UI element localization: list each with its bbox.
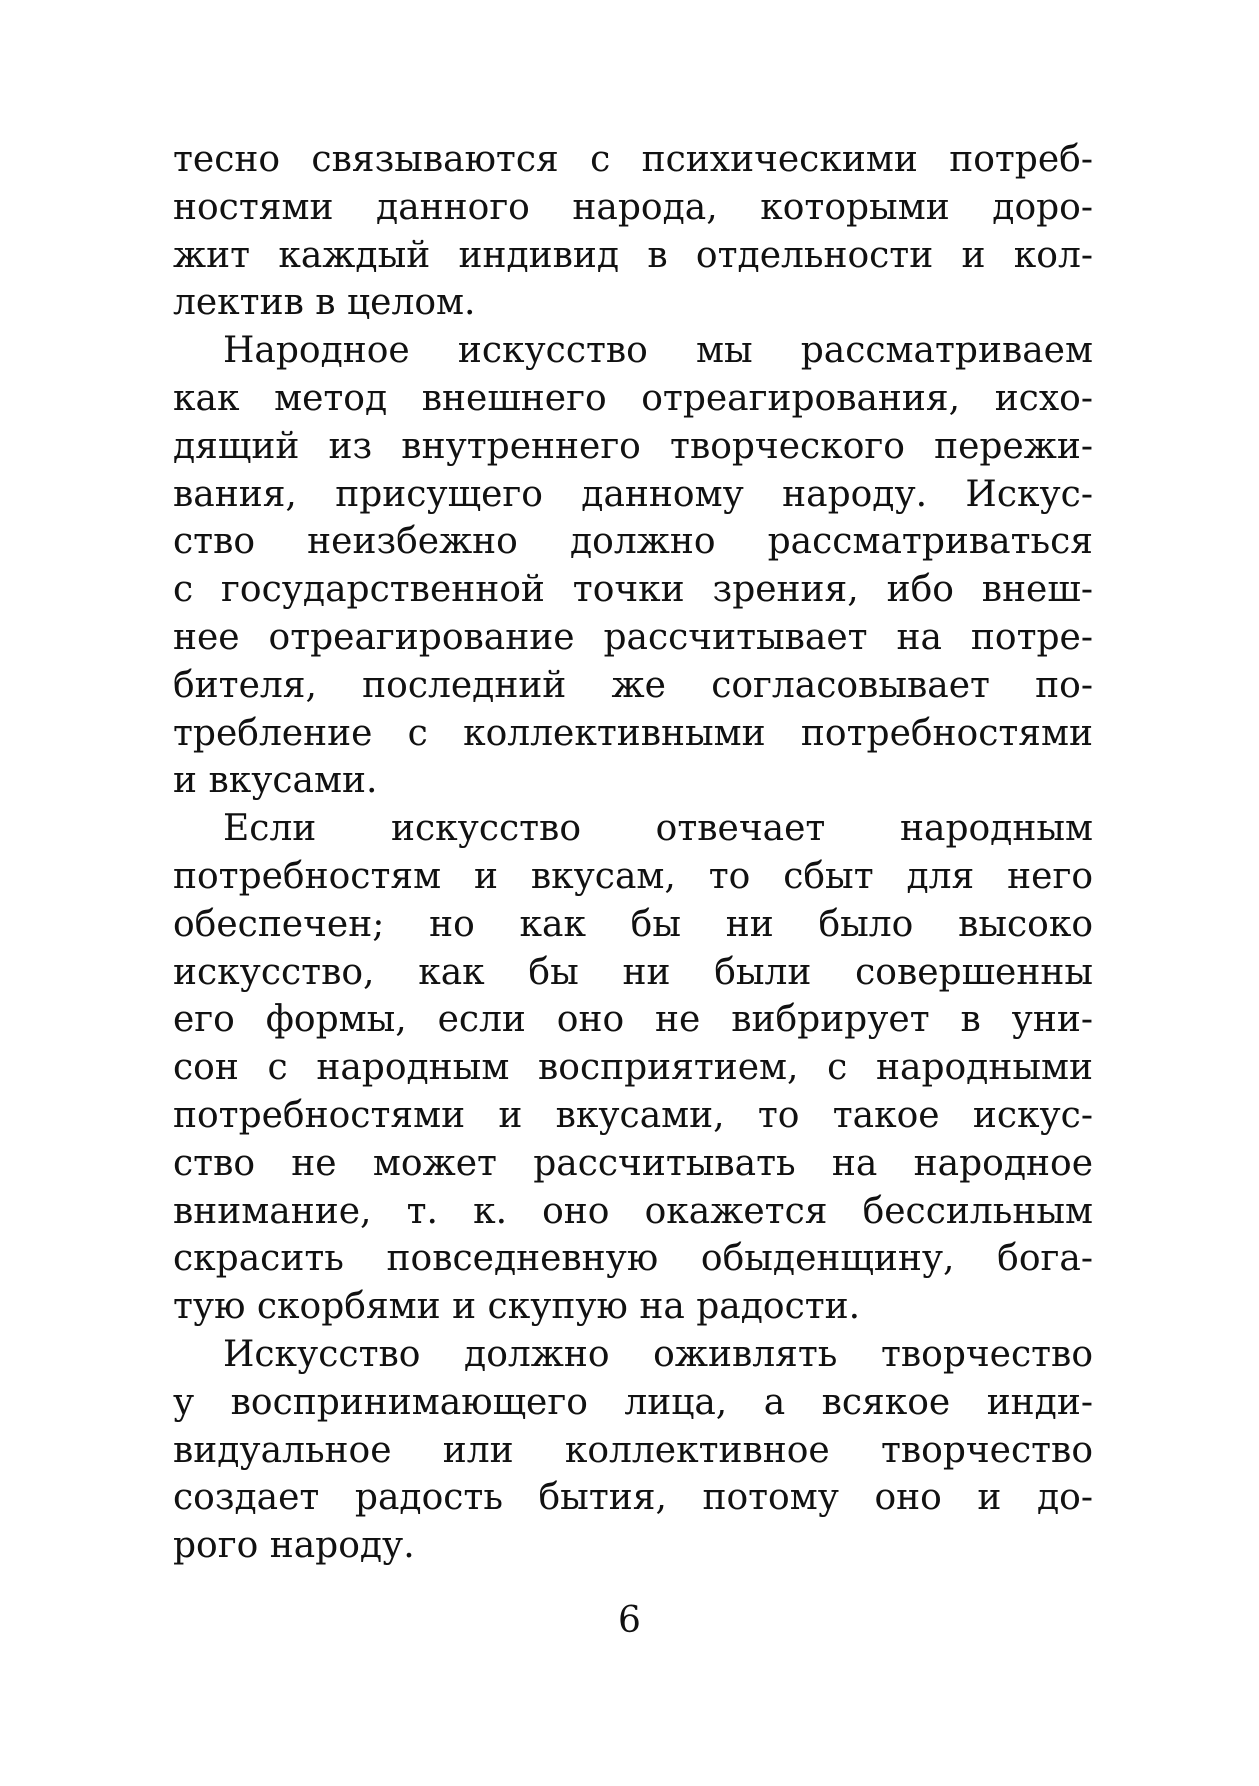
text-line: рого народу.: [173, 1525, 415, 1567]
text-line: тую скорбями и скупую на радости.: [173, 1286, 861, 1328]
text-line: создает радость бытия, потому оно и до-: [173, 1477, 1093, 1519]
paragraph: [173, 327, 1093, 805]
text-line: сон с народным восприятием, с народными: [173, 1047, 1093, 1089]
text-line: бителя, последний же согласовывает по-: [173, 664, 1093, 706]
text-line: потребностям и вкусам, то сбыт для него: [173, 855, 1093, 897]
body-text: [173, 136, 1093, 1570]
text-line: как метод внешнего отреагирования, исхо-: [173, 377, 1093, 419]
text-line: и вкусами.: [173, 760, 378, 802]
paragraph: [173, 805, 1093, 1331]
text-line: вания, присущего данному народу. Искус-: [173, 473, 1093, 515]
text-line: ство неизбежно должно рассматриваться: [173, 521, 1093, 563]
text-line: тесно связываются с психическими потреб-: [173, 139, 1093, 180]
text-line: ство не может рассчитывать на народное: [173, 1142, 1093, 1184]
text-line: требление с коллективными потребностями: [173, 712, 1093, 754]
text-line: потребностями и вкусами, то такое искус-: [173, 1094, 1093, 1136]
paragraph: [173, 136, 1093, 327]
text-line: внимание, т. к. оно окажется бессильным: [173, 1190, 1093, 1232]
text-line: искусство, как бы ни были совершенны: [173, 951, 1093, 993]
text-line: обеспечен; но как бы ни было высоко: [173, 903, 1093, 945]
text-line: дящий из внутреннего творческого пережи-: [173, 425, 1093, 467]
text-line: нее отреагирование рассчитывает на потре-: [173, 616, 1093, 658]
page-number: 6: [618, 1600, 641, 1641]
text-line: Народное искусство мы рассматриваем: [223, 330, 1093, 372]
text-line: ностями данного народа, которыми доро-: [173, 186, 1093, 228]
text-line: с государственной точки зрения, ибо внеш-: [173, 569, 1093, 611]
text-line: лектив в целом.: [173, 282, 476, 324]
text-line: видуальное или коллективное творчество: [173, 1429, 1093, 1471]
text-line: его формы, если оно не вибрирует в уни-: [173, 999, 1093, 1041]
paragraph: [173, 1331, 1093, 1570]
text-line: скрасить повседневную обыденщину, бога-: [173, 1238, 1093, 1280]
text-line: Искусство должно оживлять творчество: [223, 1333, 1093, 1375]
text-line: жит каждый индивид в отдельности и кол-: [173, 234, 1093, 276]
text-line: Если искусство отвечает народным: [223, 808, 1093, 850]
text-line: у воспринимающего лица, а всякое инди-: [173, 1381, 1093, 1423]
